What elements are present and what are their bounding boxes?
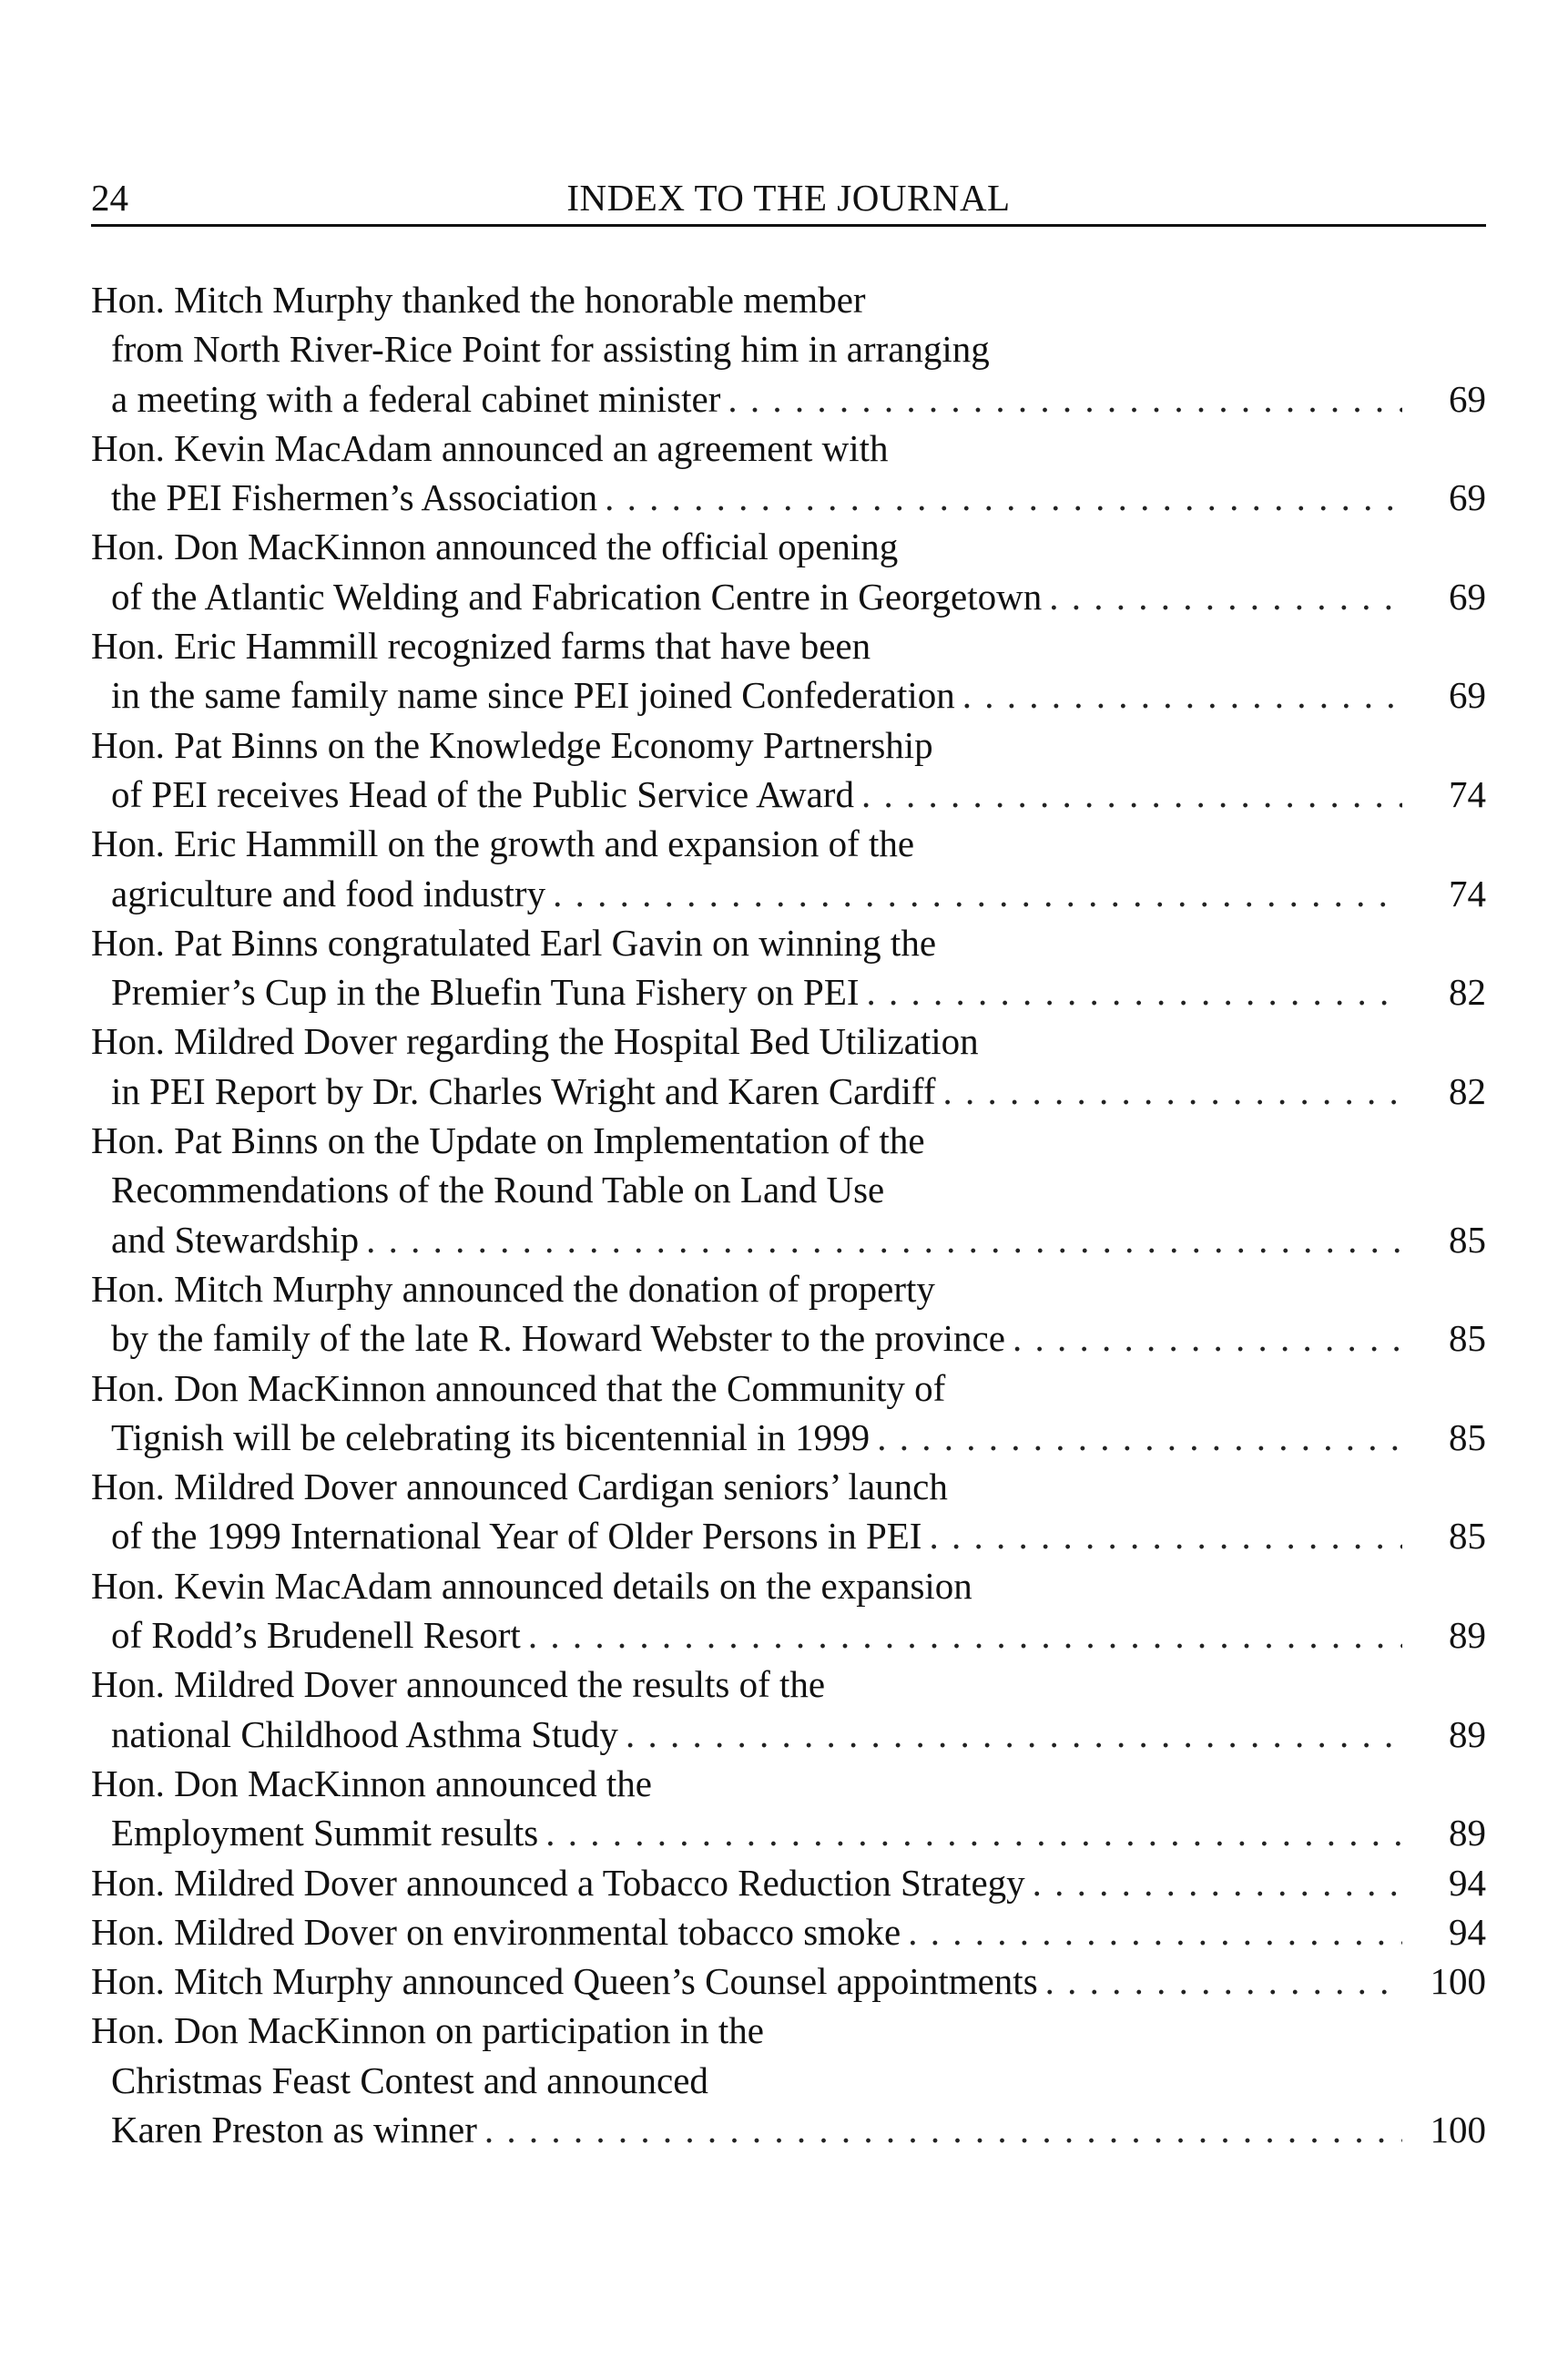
page-reference: 94	[1449, 1861, 1486, 1904]
index-entry	[91, 819, 1486, 918]
dot-leader	[962, 670, 1402, 720]
index-entry	[91, 1561, 1486, 1660]
entry-final-text: Hon. Mitch Murphy announced Queen’s Counsel appointments	[91, 1960, 1038, 2003]
entry-final-text: the PEI Fishermen’s Association	[111, 476, 598, 519]
index-entry	[91, 1264, 1486, 1364]
entry-heading-line: Hon. Mildred Dover regarding the Hospital Bed Utilization	[91, 1020, 979, 1063]
dot-leader	[1013, 1313, 1402, 1363]
page-number: 24	[91, 177, 128, 219]
entry-final-line	[91, 1858, 1486, 1907]
index-entry	[91, 720, 1486, 820]
page-reference: 85	[1449, 1317, 1486, 1360]
entry-final-line	[91, 1610, 1486, 1660]
entry-final-text: Premier’s Cup in the Bluefin Tuna Fishery on PEI	[111, 971, 860, 1014]
page-reference: 74	[1449, 872, 1486, 914]
index-entry	[91, 424, 1486, 523]
entry-final-text: of the 1999 International Year of Older Persons in PEI	[111, 1515, 922, 1558]
entry-heading-line: Hon. Mitch Murphy thanked the honorable member	[91, 279, 866, 321]
dot-leader	[1033, 1858, 1402, 1907]
entry-heading-line: Hon. Mildred Dover announced the results of the	[91, 1663, 826, 1706]
entry-final-line	[91, 1511, 1486, 1560]
dot-leader	[1045, 1956, 1402, 2006]
index-entry	[91, 1858, 1486, 1907]
entry-final-text: and Stewardship	[111, 1218, 360, 1261]
dot-leader	[877, 1413, 1402, 1462]
entry-final-text: of PEI receives Head of the Public Service Award	[111, 772, 854, 815]
dot-leader	[528, 1610, 1402, 1660]
entry-final-line	[91, 473, 1486, 522]
page-reference: 69	[1449, 575, 1486, 618]
dot-leader	[626, 1710, 1402, 1759]
page-reference: 69	[1449, 476, 1486, 519]
entry-final-line	[91, 1710, 1486, 1759]
entry-final-line	[91, 770, 1486, 819]
entry-final-text: in PEI Report by Dr. Charles Wright and Karen Cardiff	[111, 1069, 936, 1112]
page-reference: 85	[1449, 1515, 1486, 1558]
running-title: INDEX TO THE JOURNAL	[566, 177, 1011, 219]
entry-continuation-line: from North River-Rice Point for assisting him in arranging	[111, 328, 990, 371]
entry-final-line	[91, 967, 1486, 1016]
page-reference: 82	[1449, 1069, 1486, 1112]
index-entries	[91, 275, 1486, 2154]
entry-continuation-line: Recommendations of the Round Table on Land Use	[111, 1169, 885, 1211]
page-reference: 100	[1430, 2108, 1486, 2150]
entry-final-line	[91, 1956, 1486, 2006]
index-entry	[91, 1364, 1486, 1463]
entry-heading-line: Hon. Don MacKinnon announced the	[91, 1762, 653, 1804]
page-reference: 69	[1449, 674, 1486, 717]
entry-heading-line: Hon. Pat Binns on the Update on Implementation of the	[91, 1119, 925, 1162]
entry-final-line	[91, 374, 1486, 424]
index-entry	[91, 1016, 1486, 1116]
entry-final-line	[91, 572, 1486, 621]
index-entry	[91, 522, 1486, 621]
entry-final-text: agriculture and food industry	[111, 872, 546, 914]
entry-final-line	[91, 1215, 1486, 1264]
entry-final-line	[91, 1907, 1486, 1956]
index-entry	[91, 621, 1486, 720]
page-header	[91, 171, 1486, 227]
page-reference: 69	[1449, 377, 1486, 420]
entry-heading-line: Hon. Pat Binns on the Knowledge Economy Partnership	[91, 723, 933, 766]
page-reference: 85	[1449, 1415, 1486, 1458]
page-reference: 89	[1449, 1812, 1486, 1854]
index-entry	[91, 1462, 1486, 1561]
entry-heading-line: Hon. Eric Hammill on the growth and expansion of the	[91, 822, 915, 865]
dot-leader	[861, 770, 1402, 819]
entry-heading-line: Hon. Mitch Murphy announced the donation of property	[91, 1267, 935, 1310]
entry-final-text: in the same family name since PEI joined Confederation	[111, 674, 955, 717]
page-reference: 74	[1449, 772, 1486, 815]
entry-final-line	[91, 1413, 1486, 1462]
dot-leader	[867, 967, 1402, 1016]
entry-heading-line: Hon. Don MacKinnon announced that the Community of	[91, 1366, 946, 1409]
entry-heading-line: Hon. Kevin MacAdam announced an agreement with	[91, 426, 889, 469]
index-entry	[91, 1907, 1486, 1956]
index-entry	[91, 1956, 1486, 2006]
dot-leader	[553, 869, 1402, 918]
index-entry	[91, 275, 1486, 424]
entry-final-line	[91, 1067, 1486, 1116]
entry-final-text: a meeting with a federal cabinet minister	[111, 377, 721, 420]
entry-final-line	[91, 1313, 1486, 1363]
page-reference: 100	[1430, 1960, 1486, 2003]
entry-final-text: Employment Summit results	[111, 1812, 539, 1854]
entry-heading-line: Hon. Don MacKinnon announced the official opening	[91, 526, 899, 568]
entry-heading-line: Hon. Kevin MacAdam announced details on the expansion	[91, 1564, 972, 1607]
page-reference: 82	[1449, 971, 1486, 1014]
dot-leader	[728, 374, 1402, 424]
entry-final-line	[91, 2105, 1486, 2154]
entry-final-text: Tignish will be celebrating its bicentennial in 1999	[111, 1415, 871, 1458]
index-entry	[91, 2006, 1486, 2154]
dot-leader	[929, 1511, 1402, 1560]
entry-heading-line: Hon. Pat Binns congratulated Earl Gavin on winning the	[91, 921, 937, 964]
dot-leader	[942, 1067, 1402, 1116]
entry-final-text: of the Atlantic Welding and Fabrication Centre in Georgetown	[111, 575, 1043, 618]
dot-leader	[1049, 572, 1402, 621]
index-entry	[91, 1759, 1486, 1858]
dot-leader	[908, 1907, 1402, 1956]
entry-continuation-line: Christmas Feast Contest and announced	[111, 2058, 708, 2101]
entry-final-text: national Childhood Asthma Study	[111, 1712, 618, 1755]
dot-leader	[545, 1808, 1402, 1857]
entry-final-text: by the family of the late R. Howard Webster to the province	[111, 1317, 1005, 1360]
page-reference: 89	[1449, 1614, 1486, 1657]
entry-final-text: Karen Preston as winner	[111, 2108, 477, 2150]
index-entry	[91, 918, 1486, 1017]
page-reference: 94	[1449, 1910, 1486, 1953]
entry-heading-line: Hon. Don MacKinnon on participation in the	[91, 2009, 765, 2052]
dot-leader	[366, 1215, 1402, 1264]
entry-final-line	[91, 1808, 1486, 1857]
page-reference: 89	[1449, 1712, 1486, 1755]
page-reference: 85	[1449, 1218, 1486, 1261]
entry-final-line	[91, 670, 1486, 720]
dot-leader	[484, 2105, 1402, 2154]
entry-final-text: Hon. Mildred Dover on environmental tobacco smoke	[91, 1910, 901, 1953]
index-entry	[91, 1116, 1486, 1264]
index-entry	[91, 1660, 1486, 1759]
entry-final-text: Hon. Mildred Dover announced a Tobacco Reduction Strategy	[91, 1861, 1025, 1904]
entry-final-line	[91, 869, 1486, 918]
entry-heading-line: Hon. Eric Hammill recognized farms that have been	[91, 625, 871, 668]
dot-leader	[605, 473, 1402, 522]
entry-heading-line: Hon. Mildred Dover announced Cardigan seniors’ launch	[91, 1466, 948, 1508]
entry-final-text: of Rodd’s Brudenell Resort	[111, 1614, 521, 1657]
